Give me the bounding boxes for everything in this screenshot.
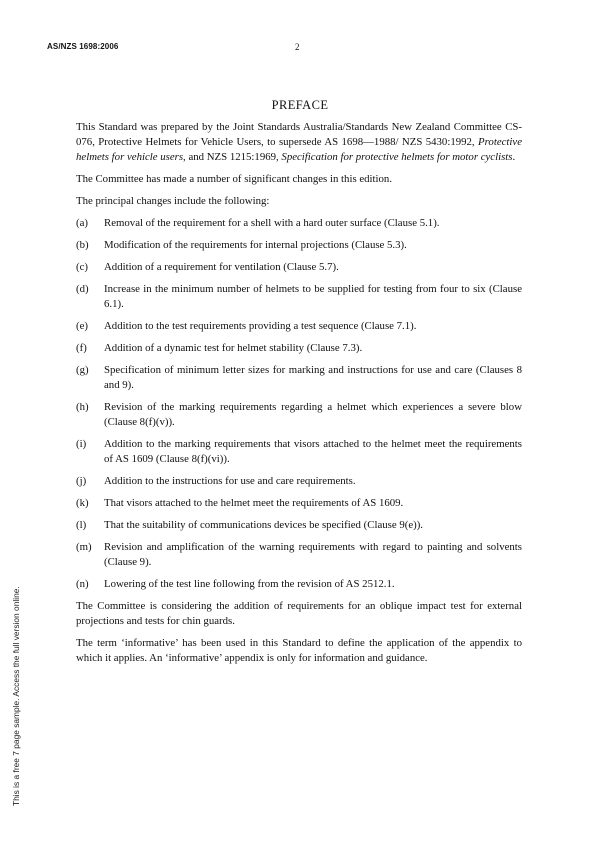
list-item-text: Increase in the minimum number of helmets to be supplied for testing from four to six (Clause 6.1).: [104, 283, 522, 310]
list-item-label: (m): [76, 541, 92, 553]
document-body: [76, 120, 522, 673]
standard-id: AS/NZS 1698:2006: [47, 42, 119, 51]
list-item: [76, 577, 522, 592]
list-item-label: (e): [76, 320, 88, 332]
list-item-label: (l): [76, 519, 87, 531]
list-item-label: (j): [76, 475, 87, 487]
list-item-text: Modification of the requirements for internal projections (Clause 5.3).: [104, 239, 407, 251]
list-item: [76, 319, 522, 334]
list-item-text: Revision of the marking requirements regarding a helmet which experiences a severe blow (Clause 8(f)(v)).: [104, 401, 522, 428]
intro-text-1: This Standard was prepared by the Joint Standards Australia/Standards New Zealand Committee CS-076, Protective Helmets for Vehicle Users, to supersede AS 1698—1988/ NZS 5430:1992,: [76, 121, 522, 148]
page-title: PREFACE: [271, 98, 329, 112]
list-item-text: Lowering of the test line following from the revision of AS 2512.1.: [104, 578, 395, 590]
list-item-text: Revision and amplification of the warning requirements with regard to painting and solvents (Clause 9).: [104, 541, 522, 568]
list-item-text: That visors attached to the helmet meet the requirements of AS 1609.: [104, 497, 404, 509]
list-item-text: That the suitability of communications devices be specified (Clause 9(e)).: [104, 519, 424, 531]
list-item-text: Addition of a requirement for ventilation (Clause 5.7).: [104, 261, 339, 273]
list-item-text: Removal of the requirement for a shell with a hard outer surface (Clause 5.1).: [104, 217, 440, 229]
principal-changes-paragraph: The principal changes include the following:: [76, 195, 270, 207]
list-item: [76, 282, 522, 312]
list-item-label: (f): [76, 342, 87, 354]
sample-notice: This is a free 7 page sample. Access the full version online.: [11, 586, 21, 806]
list-item-text: Addition to the test requirements providing a test sequence (Clause 7.1).: [104, 320, 417, 332]
changes-paragraph: The Committee has made a number of significant changes in this edition.: [76, 173, 393, 185]
list-item: [76, 260, 522, 275]
list-item-text: Addition to the instructions for use and care requirements.: [104, 475, 356, 487]
list-item: [76, 363, 522, 393]
list-item: [76, 216, 522, 231]
list-item-label: (k): [76, 497, 89, 509]
page-number: 2: [295, 42, 300, 52]
informative-paragraph: The term ‘informative’ has been used in this Standard to define the application of the appendix to which it applies. An ‘informative’ appendix is only for information and guidance.: [76, 637, 522, 664]
list-item-label: (h): [76, 401, 89, 413]
intro-title-italic-1: Protective helmets for vehicle users: [76, 136, 522, 163]
list-item: [76, 518, 522, 533]
list-item-text: Addition of a dynamic test for helmet stability (Clause 7.3).: [104, 342, 363, 354]
list-item: [76, 474, 522, 489]
list-item-label: (c): [76, 261, 88, 273]
list-item: [76, 238, 522, 253]
list-item-label: (b): [76, 239, 89, 251]
list-item-label: (i): [76, 438, 87, 450]
list-item: [76, 496, 522, 511]
list-item: [76, 540, 522, 570]
list-item-label: (d): [76, 283, 89, 295]
intro-text-2: , and NZS 1215:1969,: [183, 151, 282, 163]
list-item: [76, 437, 522, 467]
list-item-label: (g): [76, 364, 89, 376]
list-item-text: Specification of minimum letter sizes for marking and instructions for use and care (Clauses 8 and 9).: [104, 364, 522, 391]
list-item-label: (a): [76, 217, 88, 229]
list-item-label: (n): [76, 578, 89, 590]
intro-title-italic-2: Specification for protective helmets for motor cyclists: [281, 151, 513, 163]
intro-text-3: .: [512, 151, 516, 163]
list-item: [76, 341, 522, 356]
oblique-impact-paragraph: The Committee is considering the addition of requirements for an oblique impact test for external projections and tests for chin guards.: [76, 600, 522, 627]
list-item-text: Addition to the marking requirements that visors attached to the helmet meet the requirements of AS 1609 (Clause 8(f)(vi)).: [104, 438, 522, 465]
list-item: [76, 400, 522, 430]
intro-paragraph: [76, 120, 522, 165]
changes-list: [76, 216, 522, 592]
